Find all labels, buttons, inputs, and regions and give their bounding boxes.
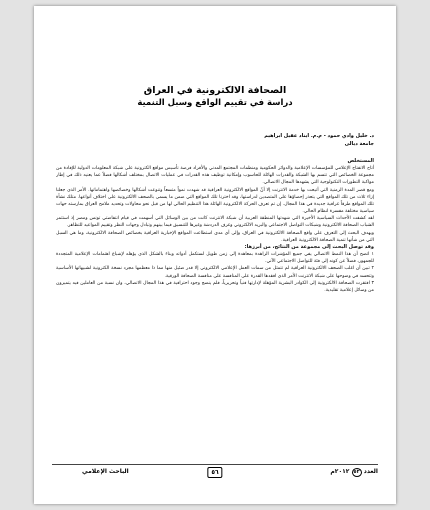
body-paragraph: ويهدف البحث إلى التعرف على واقع الصحافة الالكترونية في العراق، وإلى أي مدى استطاعت المواقع الإخبارية العراقية بخصائص الصحافة الالكترونية، وما هي السبل التي من شأنها تنمية الصحافة الالكترونية العراقية.	[56, 230, 374, 243]
body-paragraph: لقد كشفت الأحداث السياسية الأخيرة التي شهدتها المنطقة العربية أن شبكة الانترنت كانت من بين الوسائل التي أسهمت في قيام انتفاضتي تونس ومصر إذ استثمر الشباب الصحافة الالكترونية وشبكات التواصل الاجتماعي والبريد الالكتروني وغرف الدردشة وغيرها للتنسيق فيما بينهم وتبادل وجهات النظر وتقييم المواعيد للتظاهر.	[56, 216, 374, 229]
issue-year: ٢٠١٢م	[330, 468, 350, 475]
page-footer	[52, 467, 378, 479]
result-item: ٢ تبين أن اغلب الصحف الالكترونية العراقية لم تتمثل من سمات العمل الإعلامي الالكتروني إلا قدر ضئيل منها مما ذا معظمها مجرد نسخة الكترونية لشبيهاتها الأساسية وتتحسد في وضوحها على شبكة الانترنت الأمر الذي افقدها القدرة على المنافسة على منافسة الصحافة الورقية.	[56, 266, 374, 279]
results-heading: وقد توصل البحث إلى مجموعة من النتائج، من أبرزها:	[244, 243, 374, 250]
result-item: ١ اتضح أن هذا النمط الاتصالي يفي جميع المؤشرات الزاهدة بمعاهدة إلى زمن طويل لستكمل أدواته وبناء بالشكل الذي يؤهله لإشباع اهتمامات الإعلامية المتجددة للجمهور، فضلاً عن كونه إلى فئة للتواصل الاجتماعي الآني.	[56, 252, 374, 265]
article-title: الصحافة الالكترونية في العراق	[143, 85, 287, 96]
article-body	[56, 158, 374, 456]
issue-prefix: العدد	[363, 468, 378, 475]
article-subtitle: دراسة في تقييم الواقع وسبل التنمية	[137, 98, 293, 108]
journal-name: الباحث الإعلامي	[82, 468, 129, 475]
document-page	[34, 6, 396, 504]
body-paragraph: أتاح الانفتاح الإعلامي للمؤسسات الإعلامية والدوائر الحكومية ومنظمات المجتمع المدني والأفراد فرصة تأسيس مواقع الكترونية على شبكة المعلومات الدولية للإفادة من مجموعة الخصائص التي تتسم بها الشبكة والقدرات الهائلة للحاسوب وإمكانية توظيف هذه القدرات في عمليات الاتصال بمختلف أشكالها فضلاً عما يعنيه ذلك في إطار مواكبة التطورات التكنولوجية التي يشهدها المجال الاتصالي.	[56, 166, 374, 186]
title-block	[34, 84, 396, 109]
author-affiliation: جامعة ديالى	[344, 141, 374, 147]
author-block	[44, 132, 374, 148]
body-paragraph: ومع قصر المدة الزمنية التي أتيحت بها خدمة الانترنت إلا أنّ المواقع الالكترونية العراقية قد شهدت نمواً متسعاً وتنوعت أشكالها وخصائصها واهتماماتها. الأمر الذي جعلنا إزاء ثلاث من تلك المواقع التي يتعذر إحصاؤها على المتصدين لدراستها، وقد اخترنا تلك المواقع التي ضمن ما يسمى بالصحف الالكترونية على اختلاف أنواعها. متلك نشأة تلك المواقع طرقاً غرافية جديدة في هذا المجال. إن تم تعرف الحركة الالكترونية الهائلة هذا التنظيم الحالي لها من قبل نحو محاولات وتحديد ملامح العراق بمارسته حهات سياسية مختلفة مفسرة لنظام الحالي.	[56, 187, 374, 215]
abstract-heading: المستخلص	[347, 158, 374, 164]
result-item: ٣ افتقرت الصحافة الالكترونية إلى الكوادر البشرية المؤهلة لإدارتها فنياً وتحريرياً، فلم ينضج وجود احترافية في هذا المجال الاتصالي، وان نسبة من العاملين فيه يتميزون من وسائل إعلامية تقليدية.	[56, 280, 374, 293]
author-names: د. خليل وادي حمود - م.م. ايناد عقيل ابراهيم	[264, 133, 374, 139]
issue-info	[330, 468, 378, 477]
footer-divider	[52, 464, 378, 465]
issue-number: ٥٢	[353, 469, 360, 475]
page-number: ٥٦	[207, 467, 222, 478]
